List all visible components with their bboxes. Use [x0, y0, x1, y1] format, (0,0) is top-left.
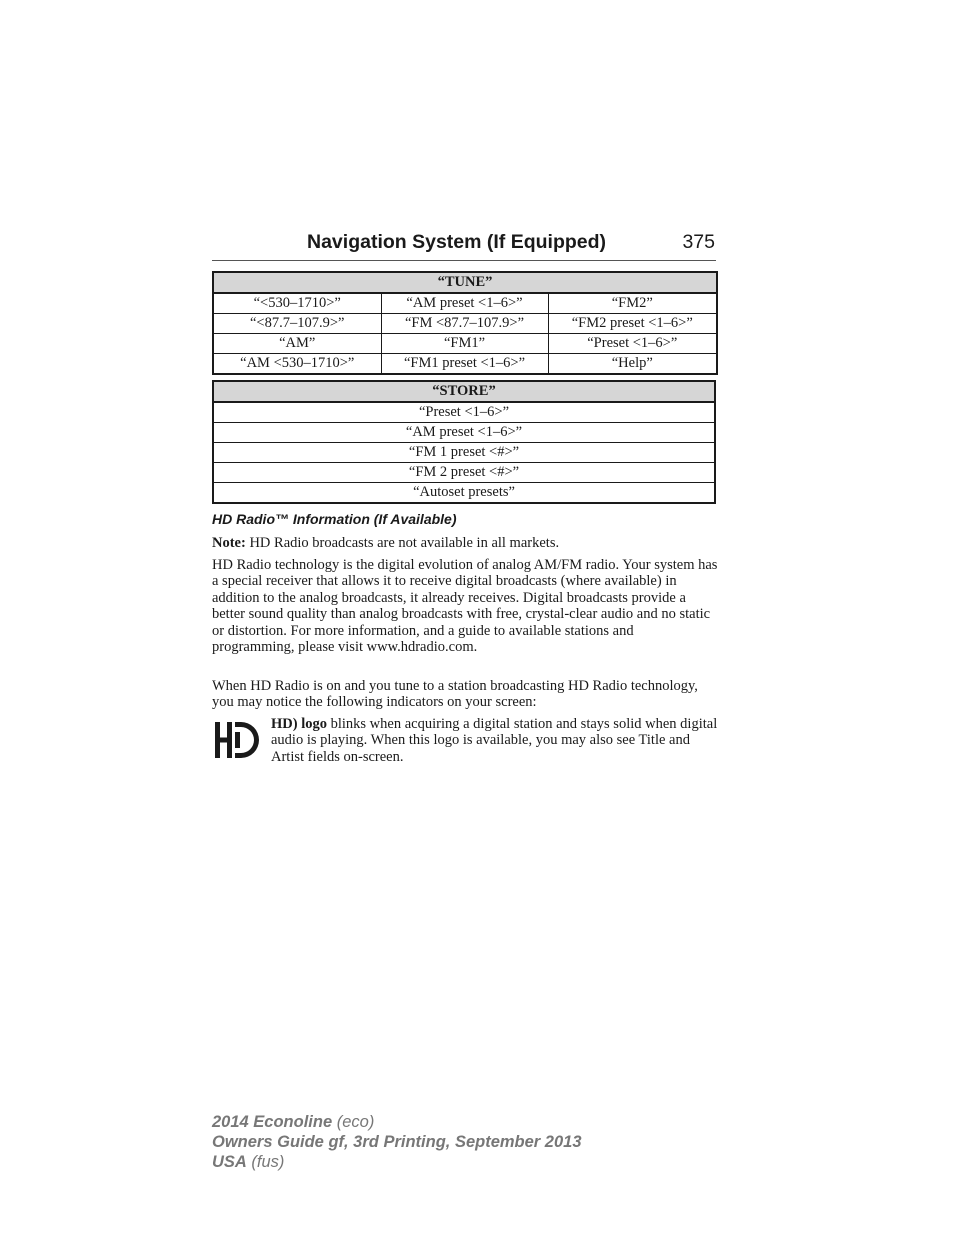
footer-printing: Owners Guide gf, 3rd Printing, September 2013 [212, 1133, 582, 1151]
footer-model-code: (eco) [332, 1113, 375, 1131]
page-title: Navigation System (If Equipped) [307, 231, 607, 253]
table-cell: “FM2” [548, 293, 717, 314]
store-table-heading: “STORE” [213, 381, 715, 402]
note-label: Note: [212, 535, 246, 551]
table-row [213, 314, 717, 334]
store-commands-table [212, 380, 716, 504]
hd-logo-text: blinks when acquiring a digital station and stays solid when digital audio is playing. When this logo is available, you may also see Title and Artist fields on-screen. [271, 716, 718, 765]
table-cell: “FM 1 preset <#>” [213, 443, 715, 463]
table-row [213, 423, 715, 443]
footer-line [212, 1152, 582, 1172]
table-cell: “Autoset presets” [213, 483, 715, 504]
page-footer [212, 1112, 582, 1172]
tune-commands-table [212, 271, 718, 375]
page-header [212, 228, 716, 261]
hd-logo-label: HD) logo [271, 716, 327, 732]
footer-market-code: (fus) [246, 1153, 285, 1171]
tune-table-heading: “TUNE” [213, 272, 717, 293]
footer-line [212, 1112, 582, 1132]
section-heading: HD Radio™ Information (If Available) [212, 511, 457, 527]
table-row [213, 293, 717, 314]
table-cell: “Preset <1–6>” [213, 402, 715, 423]
footer-market: USA [212, 1153, 247, 1171]
note-text: HD Radio broadcasts are not available in all markets. [245, 535, 560, 551]
page-number: 375 [682, 231, 715, 253]
footer-model: 2014 Econoline [212, 1113, 333, 1131]
body-paragraph: When HD Radio is on and you tune to a station broadcasting HD Radio technology, you may notice the following indicators on your screen: [212, 678, 698, 711]
table-row [213, 354, 717, 375]
table-cell: “AM” [213, 334, 381, 354]
table-row [213, 402, 715, 423]
table-cell: “FM <87.7–107.9>” [381, 314, 548, 334]
table-cell: “FM2 preset <1–6>” [548, 314, 717, 334]
table-row [213, 334, 717, 354]
table-cell: “<530–1710>” [213, 293, 381, 314]
hd-radio-logo-icon [212, 716, 260, 764]
note-paragraph [212, 535, 718, 551]
table-row [213, 483, 715, 504]
table-cell: “Help” [548, 354, 717, 375]
body-paragraph: HD Radio technology is the digital evolution of analog AM/FM radio. Your system has a special receiver that allows it to receive digital broadcasts (where available) in addition to the analog broadcasts, it already receives. Digital broadcasts provide a better sound quality than analog broadcasts with free, crystal-clear audio and no static or distortion. For more information, and a guide to available stations and programming, please visit www.hdradio.com. [212, 557, 718, 656]
table-cell: “Preset <1–6>” [548, 334, 717, 354]
table-cell: “<87.7–107.9>” [213, 314, 381, 334]
table-cell: “FM1” [381, 334, 548, 354]
table-cell: “AM <530–1710>” [213, 354, 381, 375]
table-row [213, 443, 715, 463]
table-cell: “AM preset <1–6>” [381, 293, 548, 314]
table-cell: “AM preset <1–6>” [213, 423, 715, 443]
table-cell: “FM 2 preset <#>” [213, 463, 715, 483]
table-cell: “FM1 preset <1–6>” [381, 354, 548, 375]
footer-line [212, 1132, 582, 1152]
hd-logo-paragraph [271, 716, 718, 765]
table-row [213, 463, 715, 483]
